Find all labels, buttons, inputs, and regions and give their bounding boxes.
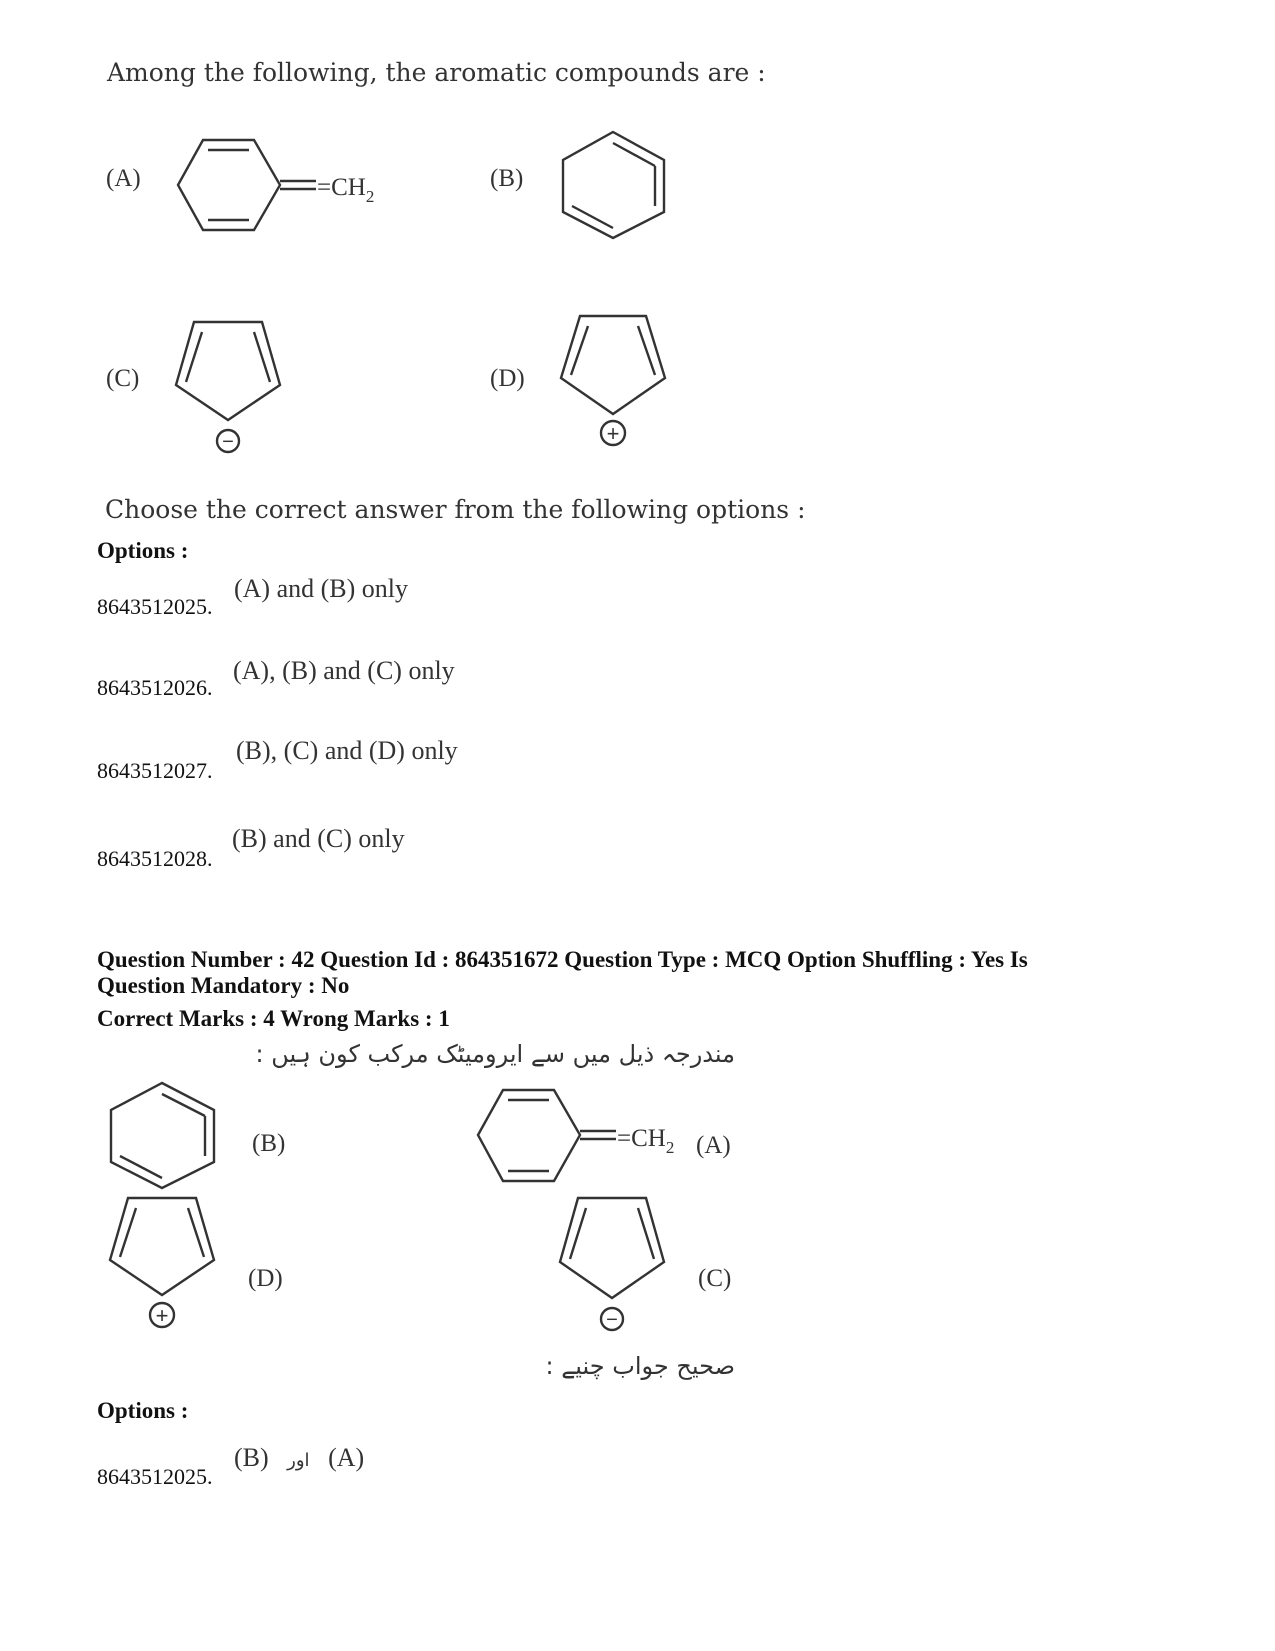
positive-charge-d: + (606, 421, 620, 446)
negative-charge-c: − (222, 431, 234, 453)
option-id-1: 8643512025. (97, 594, 213, 619)
option-text-1-q42[interactable] (234, 1443, 364, 1473)
urdu-and: اور (287, 1450, 310, 1471)
substituent-ch2-a-q42: $=CH_2$ (617, 1125, 675, 1157)
question-meta-line2: Question Mandatory : No (97, 973, 350, 998)
structure-label-a: (A) (106, 165, 141, 192)
option-id-2: 8643512026. (97, 675, 213, 700)
option-label-a: (A) (328, 1443, 365, 1472)
option-id-4: 8643512028. (97, 846, 213, 871)
options-heading-q42: Options : (97, 1398, 189, 1423)
option-text-2[interactable]: (A), (B) and (C) only (233, 656, 455, 685)
structure-label-a-q42: (A) (696, 1132, 731, 1159)
structure-label-c: (C) (106, 365, 140, 392)
option-text-1[interactable]: (A) and (B) only (234, 574, 409, 603)
structure-label-b-q42: (B) (252, 1130, 286, 1157)
option-id-3: 8643512027. (97, 758, 213, 783)
structure-label-c-q42: (C) (698, 1265, 732, 1292)
structure-label-b: (B) (490, 165, 524, 192)
urdu-question-stem: مندرجہ ذیل میں سے ایرومیٹک مرکب کون ہیں : (255, 1040, 735, 1068)
urdu-choose-instruction: صحیح جواب چنیے : (545, 1352, 735, 1380)
negative-charge-c-q42: − (606, 1309, 618, 1331)
choose-instruction: Choose the correct answer from the following options : (105, 495, 806, 524)
positive-charge-d-q42: + (155, 1303, 169, 1328)
question-stem: Among the following, the aromatic compounds are : (107, 58, 766, 87)
substituent-ch2-a: $=CH_2$ (317, 174, 375, 206)
question-marks: Correct Marks : 4 Wrong Marks : 1 (97, 1006, 450, 1031)
option-label-b: (B) (234, 1443, 269, 1472)
option-text-3[interactable]: (B), (C) and (D) only (236, 736, 458, 765)
question-meta-line1: Question Number : 42 Question Id : 864351672 Question Type : MCQ Option Shuffling : Yes Is (97, 947, 1028, 972)
option-text-4[interactable]: (B) and (C) only (232, 824, 405, 853)
options-heading: Options : (97, 538, 189, 563)
option-id-1-q42: 8643512025. (97, 1464, 213, 1489)
structure-label-d: (D) (490, 365, 525, 392)
structure-label-d-q42: (D) (248, 1265, 283, 1292)
